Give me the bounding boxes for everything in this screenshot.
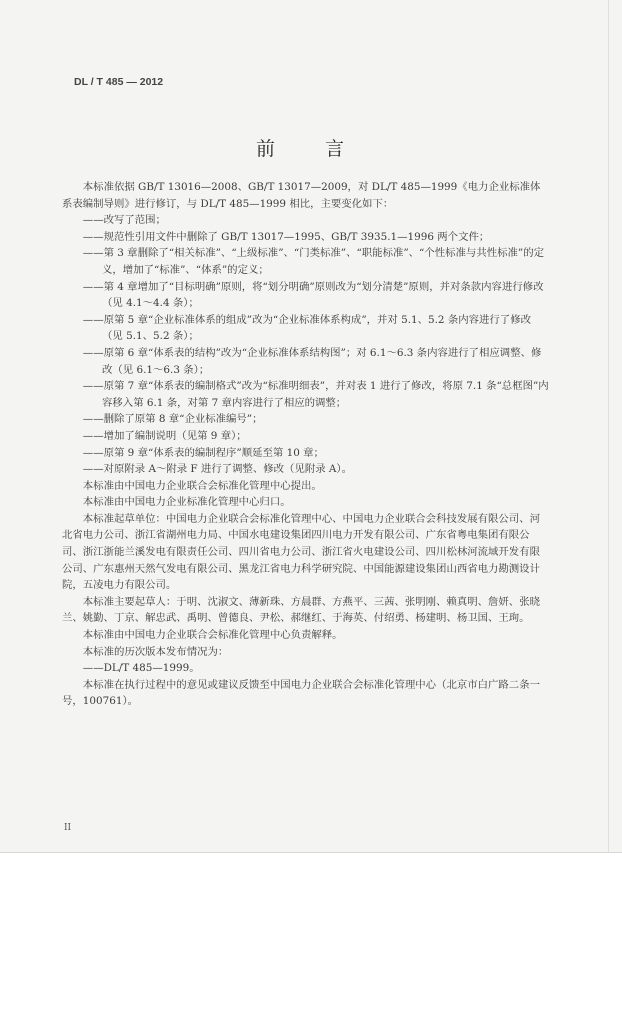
paragraph: 本标准起草单位：中国电力企业联合会标准化管理中心、中国电力企业联合会科技发展有限公司、河北省电力公司、浙江省湖州电力局、中国水电建设集团四川电力开发有限公司、广东省粤电集团有限公司、浙江浙能兰溪发电有限责任公司、四川省电力公司、浙江省火电建设公司、四川松林河流域开发有限公司、广东惠州天然气发电有限公司、黑龙江省电力科学研究院、中国能源建设集团山西省电力勘测设计院，五凌电力有限公司。	[62, 512, 540, 592]
paragraph: 本标准主要起草人：于明、沈淑文、薄新珠、方晨群、方燕平、三茜、张明刚、赖真明、詹妍、张晓兰、姚勤、丁京、解忠武、禹明、曾德良、尹松、郝继红、于海英、付绍勇、杨建明、杨卫国、王珣。	[62, 595, 540, 625]
list-item: ——对原附录 A～附录 F 进行了调整、修改（见附录 A）。	[82, 463, 353, 476]
list-item: ——原第 9 章“体系表的编制程序”顺延至第 10 章；	[82, 446, 324, 459]
page-number: II	[64, 823, 72, 833]
list-item: ——增加了编制说明（见第 9 章）；	[82, 429, 247, 442]
page-edge-line	[608, 0, 609, 852]
paragraph: 本标准在执行过程中的意见或建议反馈至中国电力企业联合会标准化管理中心（北京市白广路二条一号，100761）。	[62, 678, 540, 708]
page-title: 前 言	[255, 138, 367, 160]
list-item: ——DL/T 485—1999。	[82, 662, 200, 675]
list-item: ——改写了范围；	[82, 214, 166, 227]
paragraph: 本标准由中国电力企业联合会标准化管理中心负责解释。	[82, 629, 343, 642]
paragraph: 本标准由中国电力企业标准化管理中心归口。	[82, 496, 291, 509]
list-item: ——原第 5 章“企业标准体系的组成”改为“企业标准体系构成”，并对 5.1、5.2 条内容进行了修改（见 5.1、5.2 条）；	[82, 313, 531, 343]
paragraph: 本标准依据 GB/T 13016—2008、GB/T 13017—2009，对 DL/T 485—1999《电力企业标准体系表编制导则》进行修订，与 DL/T 485—1999 相比，主要变化如下：	[62, 181, 541, 210]
paragraph: 本标准由中国电力企业联合会标准化管理中心提出。	[82, 479, 322, 492]
paragraph: 本标准的历次版本发布情况为：	[82, 645, 229, 658]
list-item: ——第 4 章增加了“目标明确”原则，将“划分明确”原则改为“划分清楚”原则，并对条款内容进行修改（见 4.1～4.4 条）；	[82, 280, 544, 310]
list-item: ——第 3 章删除了“相关标准”、“上级标准”、“门类标准”、“职能标准”、“个性标准与共性标准”的定义，增加了“标准”、“体系”的定义；	[82, 247, 544, 276]
list-item: ——原第 7 章“体系表的编制格式”改为“标准明细表”，并对表 1 进行了修改，将原 7.1 条“总框图”内容移入第 6.1 条，对第 7 章内容进行了相应的调整；	[82, 380, 549, 409]
list-item: ——删除了原第 8 章“企业标准编号”；	[82, 413, 263, 426]
foreword-body	[62, 179, 550, 710]
standard-code: DL / T 485 — 2012	[74, 76, 164, 88]
list-item: ——规范性引用文件中删除了 GB/T 13017—1995、GB/T 3935.1—1996 两个文件；	[82, 230, 490, 243]
list-item: ——原第 6 章“体系表的结构”改为“企业标准体系结构图”；对 6.1～6.3 条内容进行了相应调整、修改（见 6.1～6.3 条）；	[82, 346, 542, 376]
